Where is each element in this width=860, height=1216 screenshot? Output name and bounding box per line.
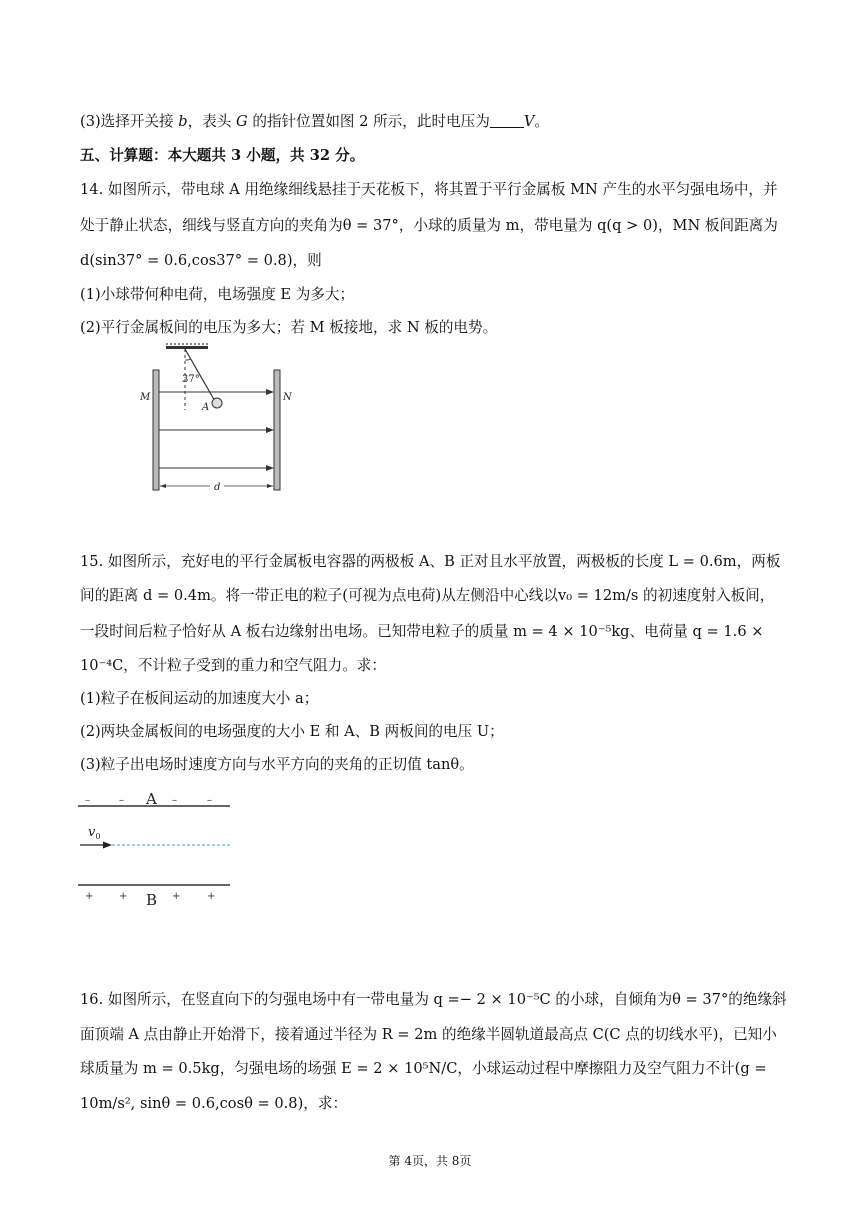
q15-line4: 10⁻⁴C，不计粒子受到的重力和空气阻力。求： [80, 657, 386, 674]
q16-line4: 10m/s², sinθ = 0.6,cosθ = 0.8)，求： [80, 1095, 348, 1112]
plate-a-label: A [146, 790, 157, 808]
plus-sign: + [172, 891, 181, 902]
minus-sign: – [119, 795, 124, 806]
q15-line5: (1)粒子在板间运动的加速度大小 a； [80, 690, 319, 707]
plus-sign: + [85, 891, 94, 902]
plate-m-label: M [140, 392, 151, 403]
angle-label: 37° [182, 374, 200, 385]
minus-sign: – [172, 795, 177, 806]
plate-n [274, 370, 280, 490]
q14-line4: (1)小球带何种电荷，电场强度 E 为多大； [80, 286, 355, 303]
q14-line5: (2)平行金属板间的电压为多大；若 M 板接地，求 N 板的电势。 [80, 319, 498, 336]
q15-line7: (3)粒子出电场时速度方向与水平方向的夹角的正切值 tanθ。 [80, 756, 474, 773]
plate-b-label: B [146, 891, 158, 909]
q16-line2: 面顶端 A 点由静止开始滑下，接着通过半径为 R = 2m 的绝缘半圆轨道最高点 C(C 点的切线水平)，已知小 [80, 1026, 777, 1043]
q15-line3: 一段时间后粒子恰好从 A 板右边缘射出电场。已知带电粒子的质量 m = 4 × 10⁻⁵kg、电荷量 q = 1.6 × [80, 623, 764, 640]
q15-line2: 间的距离 d = 0.4m。将一带正电的粒子(可视为点电荷)从左侧沿中心线以v₀ = 12m/s 的初速度射入板间， [80, 587, 775, 604]
minus-sign: – [85, 795, 90, 806]
q14-line2: 处于静止状态，细线与竖直方向的夹角为θ = 37°，小球的质量为 m，带电量为 q(q > 0)，MN 板间距离为 [80, 217, 778, 234]
q14-line3: d(sin37° = 0.6,cos37° = 0.8)，则 [80, 252, 322, 269]
q15-figure [76, 786, 236, 916]
distance-label: d [214, 482, 221, 493]
ball-a [212, 398, 222, 408]
q16-line1: 16. 如图所示，在竖直向下的匀强电场中有一带电量为 q =− 2 × 10⁻⁵C 的小球，自倾角为θ = 37°的绝缘斜 [80, 991, 787, 1008]
plus-sign: + [207, 891, 216, 902]
page-footer: 第 4页，共 8页 [388, 1154, 472, 1168]
minus-sign: – [207, 795, 212, 806]
velocity-label: $v_0$ [88, 825, 101, 841]
q13-part3: (3)选择开关接 b，表头 G 的指针位置如图 2 所示，此时电压为 V。 [80, 113, 549, 130]
q14-line1: 14. 如图所示，带电球 A 用绝缘细线悬挂于天花板下，将其置于平行金属板 MN 产生的水平匀强电场中，并 [80, 181, 778, 198]
q16-line3: 球质量为 m = 0.5kg，匀强电场的场强 E = 2 × 10⁵N/C，小球运动过程中摩擦阻力及空气阻力不计(g = [80, 1060, 767, 1077]
q15-line6: (2)两块金属板间的电场强度的大小 E 和 A、B 两板间的电压 U； [80, 723, 504, 740]
section-title: 五、计算题：本大题共 3 小题，共 32 分。 [80, 147, 365, 164]
plate-n-label: N [283, 392, 292, 403]
ball-label: A [202, 402, 210, 413]
q14-figure [130, 340, 310, 500]
q15-line1: 15. 如图所示，充好电的平行金属板电容器的两极板 A、B 正对且水平放置，两极板的长度 L = 0.6m，两板 [80, 553, 781, 570]
plate-m [153, 370, 159, 490]
plus-sign: + [119, 891, 128, 902]
answer-blank [490, 113, 524, 128]
